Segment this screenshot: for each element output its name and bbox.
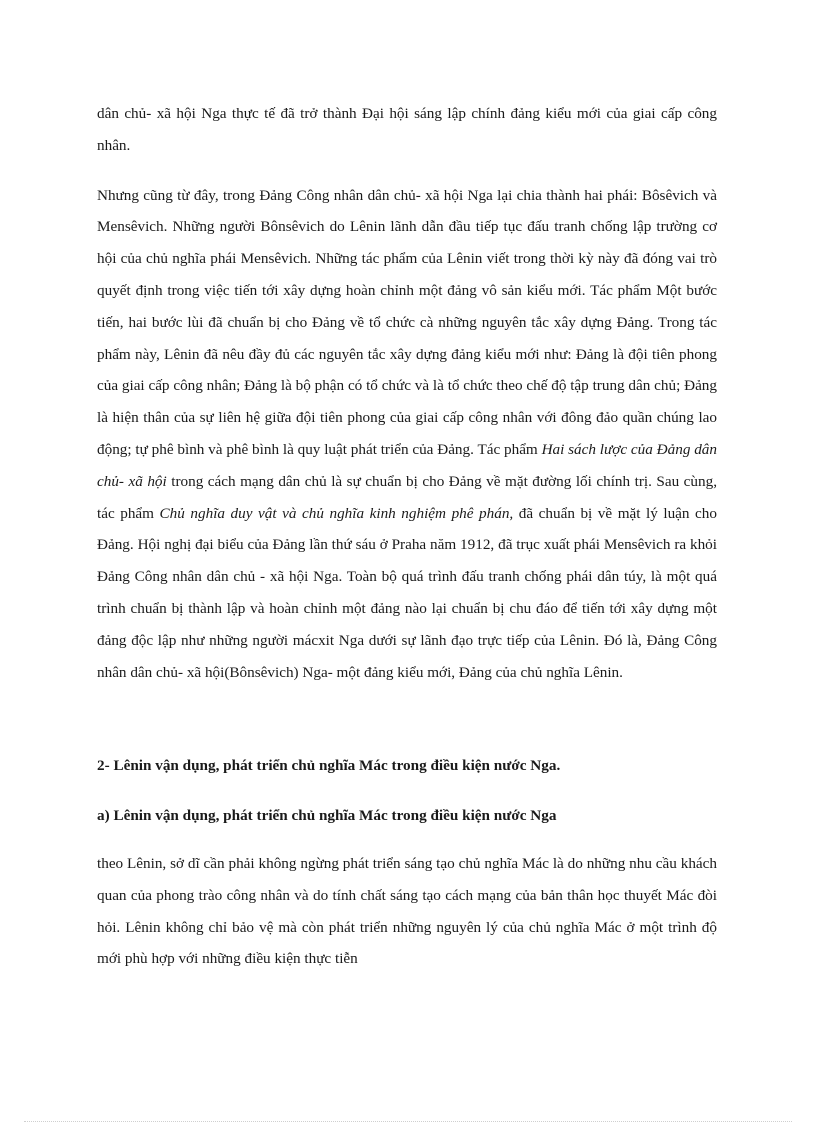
document-page bbox=[97, 98, 717, 975]
paragraph-text-b: trong cách mạng dân chủ là sự chuẩn bị cho Đảng về mặt đường lối chính trị. Sau cùng, tác phẩm bbox=[97, 472, 717, 522]
page-bottom-divider bbox=[24, 1121, 792, 1122]
italic-title-materialism: Chủ nghĩa duy vật và chủ nghĩa kinh nghiệm phê phán, bbox=[159, 504, 514, 522]
italic-title-two-tactics: Hai sách lược của Đảng dân chủ- xã hội bbox=[97, 440, 717, 490]
paragraph-text-a: Nhưng cũng từ đây, trong Đảng Công nhân dân chủ- xã hội Nga lại chia thành hai phái: Bôsêvich và Mensêvich. Những người Bônsêvich do Lênin lãnh dẫn đầu tiếp tục đấu tranh chống lập trường cơ hội của chủ nghĩa phái Mensêvich. Những tác phẩm của Lênin viết trong thời kỳ này đã đóng vai trò quyết định trong việc tiến tới xây dựng hoàn chỉnh một đảng vô sản kiểu mới. Tác phẩm Một bước tiến, hai bước lùi đã chuẩn bị cho Đảng về tổ chức cà những nguyên tắc xây dựng Đảng. Trong tác phẩm này, Lênin đã nêu đầy đủ các nguyên tắc xây dựng đảng kiểu mới như: Đảng là đội tiên phong của giai cấp công nhân; Đảng là bộ phận có tổ chức và là tổ chức theo chế độ tập trung dân chủ; Đảng là hiện thân của sự liên hệ giữa đội tiên phong của giai cấp công nhân với đông đảo quần chúng lao động; tự phê bình và phê bình là quy luật phát triển của Đảng. Tác phẩm bbox=[97, 186, 717, 458]
section-spacer bbox=[97, 688, 717, 750]
section-heading: 2- Lênin vận dụng, phát triển chủ nghĩa Mác trong điều kiện nước Nga. bbox=[97, 757, 561, 775]
paragraph-text-c: đã chuẩn bị về mặt lý luận cho Đảng. Hội nghị đại biểu của Đảng lần thứ sáu ở Praha năm 1912, đã trục xuất phái Mensêvich ra khỏi Đảng Công nhân dân chủ - xã hội Nga. Toàn bộ quá trình đấu tranh chống phái dân túy, là một quá trình chuẩn bị thành lập và hoàn chỉnh một đảng nào lại chuẩn bị chu đáo để tiến tới xây dựng một đảng độc lập như những người mácxit Nga dưới sự lãnh đạo trực tiếp của Lênin. Đó là, Đảng Công nhân dân chủ- xã hội(Bônsêvich) Nga- một đảng kiểu mới, Đảng của chủ nghĩa Lênin. bbox=[97, 504, 717, 681]
paragraph-intro: dân chủ- xã hội Nga thực tế đã trở thành Đại hội sáng lập chính đảng kiểu mới của giai cấp công nhân. bbox=[97, 105, 717, 154]
subsection-heading: a) Lênin vận dụng, phát triển chủ nghĩa Mác trong điều kiện nước Nga bbox=[97, 807, 557, 825]
paragraph-theory: theo Lênin, sở dĩ cần phải không ngừng phát triển sáng tạo chủ nghĩa Mác là do những nhu cầu khách quan của phong trào công nhân và do tính chất sáng tạo cách mạng của bản thân học thuyết Mác đòi hỏi. Lênin không chỉ bảo vệ mà còn phát triển những nguyên lý của chủ nghĩa Mác ở một trình độ mới phù hợp với những điều kiện thực tiễn bbox=[97, 854, 717, 968]
paragraph-bolsheviks bbox=[97, 180, 717, 689]
